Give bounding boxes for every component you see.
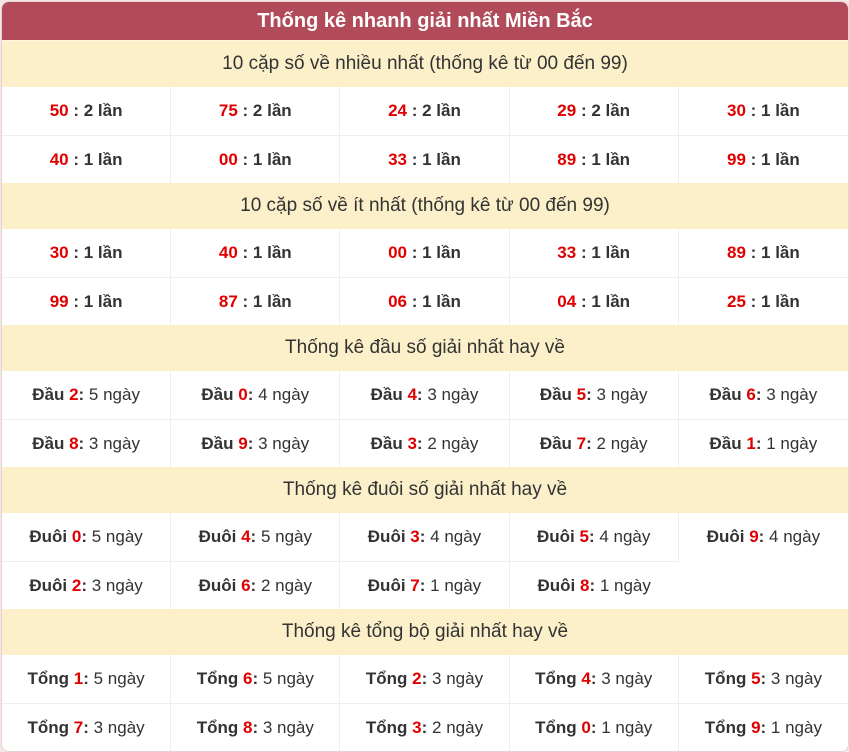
digit-number: 5 bbox=[579, 527, 589, 546]
digit-cell bbox=[2, 513, 171, 561]
digit-count: 3 ngày bbox=[761, 385, 818, 404]
digit-colon: : bbox=[590, 669, 597, 688]
digit-count: 3 ngày bbox=[422, 385, 479, 404]
digit-cell bbox=[171, 513, 340, 561]
pair-number: 40 bbox=[49, 149, 69, 169]
digit-number: 4 bbox=[407, 385, 417, 404]
digit-label: Tổng bbox=[27, 717, 74, 737]
digit-label: Đuôi bbox=[367, 527, 411, 546]
pair-cell bbox=[171, 87, 340, 135]
pair-number: 00 bbox=[388, 243, 408, 262]
section-header-duoi: Thống kê đuôi số giải nhất hay về bbox=[2, 467, 848, 513]
digit-colon: : bbox=[416, 433, 423, 453]
digit-cell bbox=[171, 561, 340, 609]
digit-colon: : bbox=[755, 433, 762, 453]
pair-count: : 2 lần bbox=[237, 101, 292, 120]
section-header-dau: Thống kê đầu số giải nhất hay về bbox=[2, 325, 848, 371]
pair-number: 40 bbox=[218, 243, 238, 262]
digit-cell bbox=[679, 655, 848, 703]
pair-cell bbox=[340, 87, 509, 135]
pair-count: : 1 lần bbox=[68, 243, 123, 262]
pair-count: : 1 lần bbox=[745, 149, 800, 169]
pair-count: : 1 lần bbox=[745, 101, 800, 120]
digit-count: 2 ngày bbox=[422, 433, 479, 453]
digit-label: Đuôi bbox=[536, 527, 580, 546]
digit-count: 3 ngày bbox=[596, 669, 653, 688]
digit-cell bbox=[340, 371, 509, 419]
digit-count: 5 ngày bbox=[87, 527, 143, 546]
digit-colon: : bbox=[83, 717, 89, 737]
digit-count: 3 ngày bbox=[253, 433, 310, 453]
pair-number: 99 bbox=[49, 291, 69, 311]
digit-count: 2 ngày bbox=[427, 717, 484, 737]
pair-cell bbox=[171, 135, 340, 183]
pair-number: 33 bbox=[388, 149, 408, 169]
digit-count: 3 ngày bbox=[258, 717, 314, 737]
digit-count: 4 ngày bbox=[764, 527, 821, 546]
digit-label: Đầu bbox=[539, 433, 577, 453]
digit-count: 1 ngày bbox=[425, 575, 482, 595]
digit-label: Đầu bbox=[201, 433, 239, 453]
pair-count: : 1 lần bbox=[237, 149, 292, 169]
digit-cell bbox=[679, 419, 848, 467]
digit-number: 6 bbox=[746, 385, 756, 404]
digit-label: Tổng bbox=[27, 669, 74, 688]
pair-cell bbox=[510, 135, 679, 183]
pair-count: : 1 lần bbox=[68, 149, 123, 169]
digit-number: 5 bbox=[576, 385, 587, 404]
digit-number: 9 bbox=[751, 717, 761, 737]
digit-colon: : bbox=[588, 527, 595, 546]
pair-cell bbox=[510, 229, 679, 277]
digit-colon: : bbox=[421, 717, 428, 737]
pair-cell bbox=[340, 229, 509, 277]
digit-colon: : bbox=[78, 385, 85, 404]
digit-cell bbox=[340, 561, 509, 609]
digit-number: 2 bbox=[412, 669, 422, 688]
dau-grid bbox=[2, 371, 848, 467]
pair-count: : 1 lần bbox=[576, 149, 631, 169]
pair-number: 99 bbox=[727, 149, 746, 169]
pair-count: : 1 lần bbox=[68, 291, 123, 311]
digit-label: Đầu bbox=[370, 385, 408, 404]
pair-number: 04 bbox=[557, 291, 577, 311]
digit-cell bbox=[340, 655, 509, 703]
pair-cell bbox=[510, 87, 679, 135]
digit-colon: : bbox=[760, 669, 767, 688]
pair-number: 25 bbox=[727, 291, 746, 311]
section-header-most-pairs: 10 cặp số về nhiều nhất (thống kê từ 00 đến 99) bbox=[2, 41, 848, 87]
duoi-grid bbox=[2, 513, 848, 609]
digit-cell bbox=[171, 655, 340, 703]
pair-number: 89 bbox=[727, 243, 746, 262]
digit-count: 1 ngày bbox=[766, 717, 822, 737]
digit-number: 3 bbox=[412, 717, 422, 737]
digit-cell bbox=[2, 703, 171, 751]
digit-number: 3 bbox=[407, 433, 417, 453]
digit-number: 3 bbox=[410, 527, 420, 546]
digit-label: Đầu bbox=[201, 385, 239, 404]
pair-cell bbox=[171, 277, 340, 325]
digit-number: 9 bbox=[238, 433, 248, 453]
digit-number: 0 bbox=[581, 717, 591, 737]
digit-colon: : bbox=[250, 527, 257, 546]
tong-grid bbox=[2, 655, 848, 751]
digit-cell bbox=[340, 703, 509, 751]
pair-count: : 2 lần bbox=[68, 101, 123, 120]
pair-cell bbox=[679, 229, 848, 277]
digit-count: 3 ngày bbox=[766, 669, 822, 688]
digit-number: 8 bbox=[69, 433, 79, 453]
digit-number: 1 bbox=[746, 433, 756, 453]
digit-number: 1 bbox=[73, 669, 84, 688]
digit-colon: : bbox=[81, 575, 88, 595]
digit-label: Đầu bbox=[32, 385, 70, 404]
digit-count: 5 ngày bbox=[88, 669, 145, 688]
digit-cell bbox=[679, 703, 848, 751]
digit-number: 7 bbox=[73, 717, 84, 737]
digit-colon: : bbox=[252, 717, 259, 737]
digit-count: 4 ngày bbox=[425, 527, 482, 546]
digit-label: Đuôi bbox=[367, 575, 411, 595]
pair-number: 29 bbox=[557, 101, 577, 120]
digit-cell bbox=[340, 419, 509, 467]
digit-cell bbox=[510, 371, 679, 419]
digit-label: Tổng bbox=[365, 669, 413, 688]
section-header-tong: Thống kê tổng bộ giải nhất hay về bbox=[2, 609, 848, 655]
digit-count: 2 ngày bbox=[256, 575, 312, 595]
digit-label: Đầu bbox=[370, 433, 408, 453]
digit-cell bbox=[171, 703, 340, 751]
digit-colon: : bbox=[586, 385, 592, 404]
digit-number: 6 bbox=[241, 575, 251, 595]
digit-label: Tổng bbox=[535, 669, 582, 688]
digit-number: 8 bbox=[242, 717, 253, 737]
pair-count: : 2 lần bbox=[407, 101, 461, 120]
digit-label: Đầu bbox=[709, 433, 747, 453]
digit-colon: : bbox=[760, 717, 767, 737]
section-header-least-pairs: 10 cặp số về ít nhất (thống kê từ 00 đến 99) bbox=[2, 183, 848, 229]
digit-cell bbox=[679, 371, 848, 419]
digit-count: 5 ngày bbox=[258, 669, 314, 688]
digit-label: Tổng bbox=[704, 717, 752, 737]
digit-colon: : bbox=[419, 527, 426, 546]
digit-colon: : bbox=[81, 527, 88, 546]
digit-count: 1 ngày bbox=[595, 575, 651, 595]
digit-number: 2 bbox=[71, 575, 82, 595]
digit-count: 4 ngày bbox=[594, 527, 651, 546]
digit-count: 1 ngày bbox=[596, 717, 653, 737]
digit-count: 3 ngày bbox=[591, 385, 648, 404]
pair-number: 06 bbox=[388, 291, 408, 311]
digit-colon: : bbox=[416, 385, 423, 404]
pair-number: 75 bbox=[218, 101, 238, 120]
digit-number: 7 bbox=[410, 575, 420, 595]
pair-number: 30 bbox=[727, 101, 746, 120]
digit-number: 0 bbox=[71, 527, 82, 546]
pair-count: : 1 lần bbox=[237, 243, 292, 262]
digit-cell bbox=[340, 513, 509, 561]
digit-cell bbox=[2, 561, 171, 609]
digit-label: Đầu bbox=[539, 385, 577, 404]
digit-label: Đuôi bbox=[29, 575, 72, 595]
pair-count: : 1 lần bbox=[407, 291, 461, 311]
digit-colon: : bbox=[755, 385, 762, 404]
digit-count: 5 ngày bbox=[256, 527, 312, 546]
digit-label: Tổng bbox=[535, 717, 582, 737]
pair-count: : 1 lần bbox=[745, 291, 800, 311]
digit-cell bbox=[2, 655, 171, 703]
digit-colon: : bbox=[83, 669, 89, 688]
pair-number: 00 bbox=[218, 149, 238, 169]
pair-count: : 1 lần bbox=[576, 291, 631, 311]
digit-cell bbox=[510, 419, 679, 467]
pair-cell bbox=[679, 135, 848, 183]
digit-count: 2 ngày bbox=[591, 433, 648, 453]
least-pairs-grid bbox=[2, 229, 848, 325]
digit-cell bbox=[510, 655, 679, 703]
digit-number: 8 bbox=[579, 575, 590, 595]
digit-colon: : bbox=[758, 527, 765, 546]
pair-count: : 1 lần bbox=[237, 291, 292, 311]
digit-number: 2 bbox=[69, 385, 79, 404]
digit-cell bbox=[510, 703, 679, 751]
page-title: Thống kê nhanh giải nhất Miền Bắc bbox=[2, 2, 848, 41]
pair-count: : 1 lần bbox=[745, 243, 800, 262]
digit-number: 5 bbox=[751, 669, 761, 688]
pair-cell bbox=[2, 229, 171, 277]
pair-number: 87 bbox=[218, 291, 238, 311]
digit-number: 0 bbox=[238, 385, 248, 404]
pair-count: : 1 lần bbox=[407, 243, 461, 262]
digit-colon: : bbox=[250, 575, 257, 595]
digit-label: Đuôi bbox=[198, 575, 242, 595]
pair-cell bbox=[171, 229, 340, 277]
pair-number: 24 bbox=[388, 101, 408, 120]
stats-card bbox=[2, 2, 848, 751]
pair-cell bbox=[679, 87, 848, 135]
digit-cell bbox=[171, 419, 340, 467]
pair-cell bbox=[2, 87, 171, 135]
digit-label: Đuôi bbox=[198, 527, 242, 546]
digit-label: Tổng bbox=[196, 669, 243, 688]
digit-label: Đuôi bbox=[29, 527, 72, 546]
empty-cell bbox=[679, 561, 848, 609]
pair-number: 33 bbox=[557, 243, 577, 262]
digit-colon: : bbox=[589, 575, 596, 595]
pair-count: : 1 lần bbox=[407, 149, 461, 169]
digit-cell bbox=[2, 371, 171, 419]
pair-number: 30 bbox=[49, 243, 69, 262]
digit-count: 3 ngày bbox=[87, 575, 143, 595]
digit-number: 6 bbox=[242, 669, 253, 688]
digit-label: Đầu bbox=[32, 433, 70, 453]
digit-colon: : bbox=[421, 669, 428, 688]
digit-label: Đuôi bbox=[706, 527, 750, 546]
pair-cell bbox=[340, 135, 509, 183]
digit-label: Tổng bbox=[365, 717, 413, 737]
digit-cell bbox=[510, 513, 679, 561]
digit-number: 4 bbox=[241, 527, 251, 546]
digit-count: 3 ngày bbox=[88, 717, 145, 737]
digit-count: 4 ngày bbox=[253, 385, 310, 404]
digit-cell bbox=[679, 513, 848, 561]
digit-cell bbox=[171, 371, 340, 419]
digit-colon: : bbox=[586, 433, 592, 453]
digit-cell bbox=[2, 419, 171, 467]
pair-number: 50 bbox=[49, 101, 69, 120]
digit-number: 9 bbox=[749, 527, 759, 546]
digit-colon: : bbox=[419, 575, 426, 595]
digit-count: 1 ngày bbox=[761, 433, 818, 453]
digit-label: Tổng bbox=[704, 669, 752, 688]
digit-colon: : bbox=[78, 433, 85, 453]
pair-cell bbox=[2, 135, 171, 183]
digit-label: Tổng bbox=[196, 717, 243, 737]
digit-colon: : bbox=[247, 433, 254, 453]
pair-cell bbox=[679, 277, 848, 325]
pair-count: : 2 lần bbox=[576, 101, 631, 120]
digit-colon: : bbox=[590, 717, 597, 737]
digit-label: Đuôi bbox=[537, 575, 580, 595]
digit-count: 5 ngày bbox=[84, 385, 140, 404]
digit-number: 4 bbox=[581, 669, 591, 688]
digit-count: 3 ngày bbox=[84, 433, 140, 453]
pair-cell bbox=[340, 277, 509, 325]
digit-number: 7 bbox=[576, 433, 587, 453]
most-pairs-grid bbox=[2, 87, 848, 183]
pair-number: 89 bbox=[557, 149, 577, 169]
digit-colon: : bbox=[247, 385, 254, 404]
pair-count: : 1 lần bbox=[576, 243, 631, 262]
digit-colon: : bbox=[252, 669, 259, 688]
digit-label: Đầu bbox=[709, 385, 747, 404]
digit-cell bbox=[510, 561, 679, 609]
pair-cell bbox=[510, 277, 679, 325]
pair-cell bbox=[2, 277, 171, 325]
digit-count: 3 ngày bbox=[427, 669, 484, 688]
